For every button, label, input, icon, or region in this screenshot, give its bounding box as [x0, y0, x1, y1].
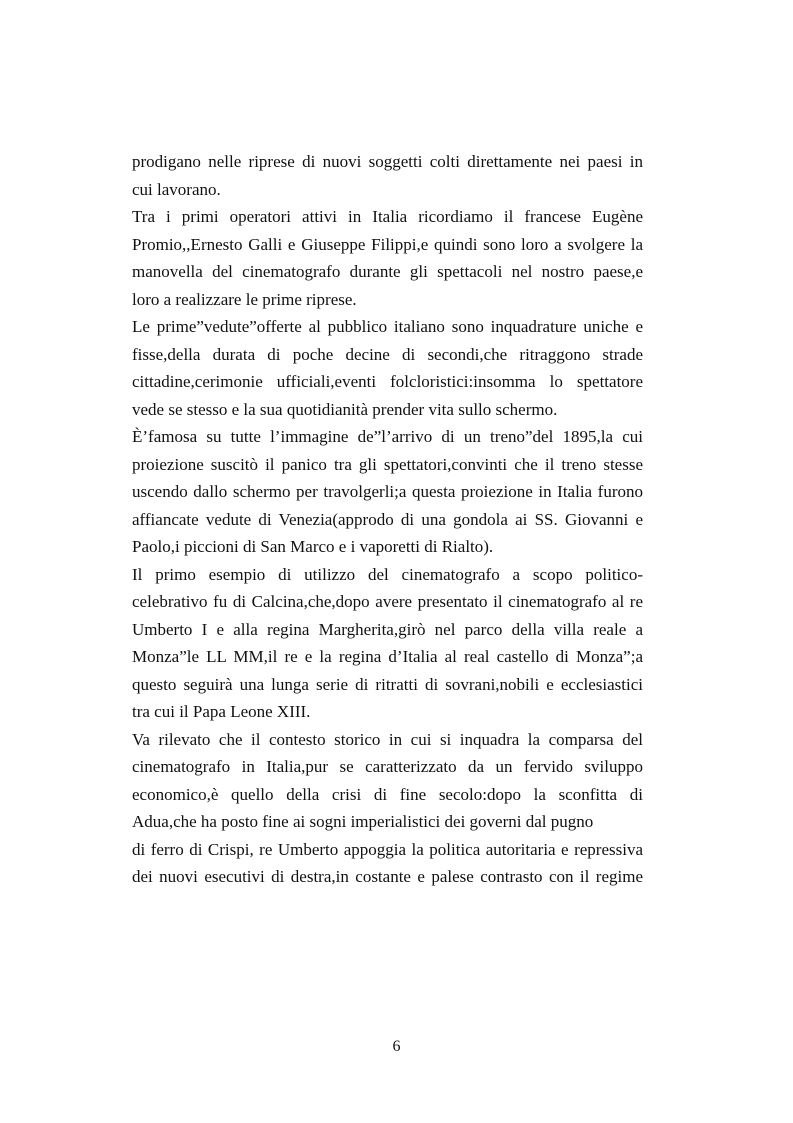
- text-line: vede se stesso e la sua quotidianità prender vita sullo schermo.: [132, 399, 558, 419]
- text-line: Umberto I e alla regina Margherita,girò nel parco della villa reale a: [132, 619, 643, 639]
- text-line: Paolo,i piccioni di San Marco e i vaporetti di Rialto).: [132, 537, 494, 556]
- page-number: 6: [392, 1038, 401, 1055]
- text-line: manovella del cinematografo durante gli spettacoli nel nostro paese,e: [132, 262, 643, 281]
- body-text: [132, 148, 643, 891]
- text-line: economico,è quello della crisi di fine secolo:dopo la sconfitta di: [132, 784, 643, 804]
- text-line: fisse,della durata di poche decine di secondi,che ritraggono strade: [132, 344, 643, 364]
- text-line: tra cui il Papa Leone XIII.: [132, 702, 311, 721]
- text-line: Il primo esempio di utilizzo del cinematografo a scopo politico-: [132, 564, 643, 584]
- text-line: dei nuovi esecutivi di destra,in costante e palese contrasto con il regime: [132, 867, 643, 886]
- text-line: di ferro di Crispi, re Umberto appoggia la politica autoritaria e repressiva: [132, 839, 643, 859]
- text-line: celebrativo fu di Calcina,che,dopo avere presentato il cinematografo al re: [132, 592, 643, 611]
- text-line: cui lavorano.: [132, 179, 221, 199]
- text-line: cinematografo in Italia,pur se caratterizzato da un fervido sviluppo: [132, 757, 643, 776]
- text-line: questo seguirà una lunga serie di ritratti di sovrani,nobili e ecclesiastici: [132, 674, 643, 694]
- text-line: Monza”le LL MM,il re e la regina d’Italia al real castello di Monza”;a: [132, 647, 643, 666]
- text-line: loro a realizzare le prime riprese.: [132, 289, 357, 309]
- text-line: Tra i primi operatori attivi in Italia ricordiamo il francese Eugène: [132, 207, 643, 226]
- text-line: Le prime”vedute”offerte al pubblico italiano sono inquadrature uniche e: [132, 317, 643, 336]
- text-line: Adua,che ha posto fine ai sogni imperialistici dei governi dal pugno: [132, 812, 594, 831]
- text-line: Promio,,Ernesto Galli e Giuseppe Filippi,e quindi sono loro a svolgere la: [132, 234, 643, 254]
- text-line: cittadine,cerimonie ufficiali,eventi folcloristici:insomma lo spettatore: [132, 372, 643, 391]
- text-line: Va rilevato che il contesto storico in cui si inquadra la comparsa del: [132, 729, 643, 749]
- text-line: uscendo dallo schermo per travolgerli;a questa proiezione in Italia furono: [132, 482, 643, 501]
- text-line: affiancate vedute di Venezia(approdo di una gondola ai SS. Giovanni e: [132, 509, 643, 529]
- text-line: prodigano nelle riprese di nuovi soggetti colti direttamente nei paesi in: [132, 152, 643, 171]
- text-line: proiezione suscitò il panico tra gli spettatori,convinti che il treno stesse: [132, 454, 643, 474]
- text-line: È’famosa su tutte l’immagine de”l’arrivo di un treno”del 1895,la cui: [132, 427, 643, 446]
